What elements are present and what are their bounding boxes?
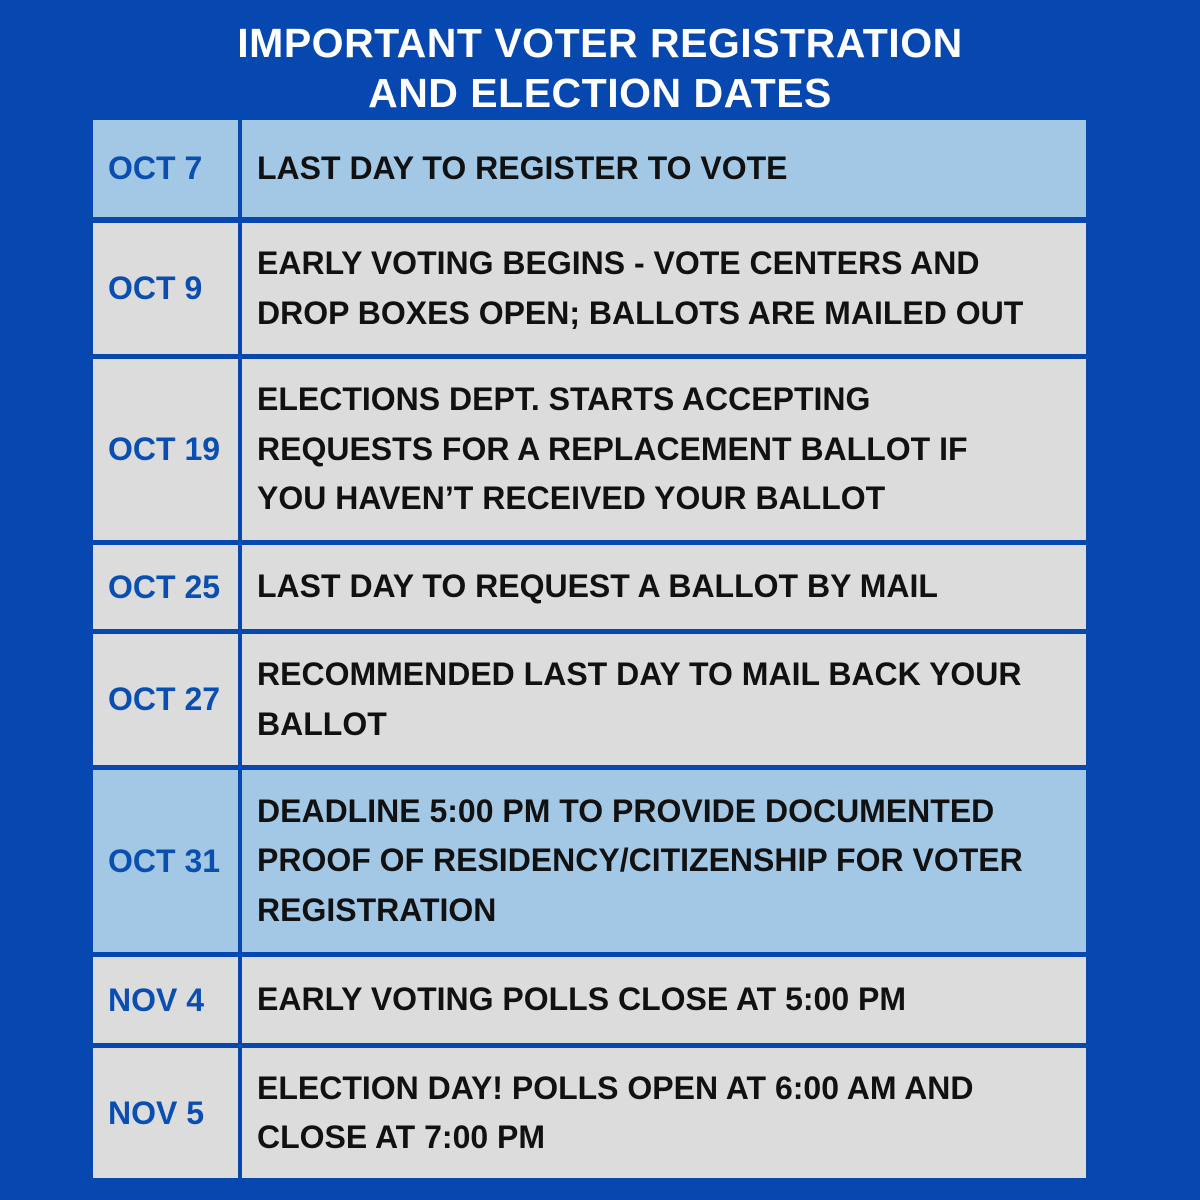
row-description: EARLY VOTING POLLS CLOSE AT 5:00 PM	[242, 957, 1086, 1043]
row-description: LAST DAY TO REGISTER TO VOTE	[242, 120, 1086, 217]
row-date: OCT 9	[93, 223, 238, 354]
row-description: DEADLINE 5:00 PM TO PROVIDE DOCUMENTED PROOF OF RESIDENCY/CITIZENSHIP FOR VOTER REGISTRATION	[242, 770, 1086, 952]
row-date: OCT 31	[93, 770, 238, 952]
table-row	[93, 545, 1086, 629]
row-description: RECOMMENDED LAST DAY TO MAIL BACK YOUR BALLOT	[242, 634, 1086, 765]
table-row	[93, 223, 1086, 354]
table-row	[93, 359, 1086, 540]
title-line-1: IMPORTANT VOTER REGISTRATION	[237, 20, 963, 66]
page-title	[0, 18, 1200, 118]
table-row	[93, 120, 1086, 217]
row-date: NOV 5	[93, 1048, 238, 1178]
table-row	[93, 634, 1086, 765]
row-date: OCT 25	[93, 545, 238, 629]
row-description: ELECTIONS DEPT. STARTS ACCEPTING REQUESTS FOR A REPLACEMENT BALLOT IF YOU HAVEN’T RECEIVED YOUR BALLOT	[242, 359, 1086, 540]
row-date: OCT 19	[93, 359, 238, 540]
table-row	[93, 1048, 1086, 1178]
row-description: EARLY VOTING BEGINS - VOTE CENTERS AND DROP BOXES OPEN; BALLOTS ARE MAILED OUT	[242, 223, 1086, 354]
row-description: LAST DAY TO REQUEST A BALLOT BY MAIL	[242, 545, 1086, 629]
table-row	[93, 770, 1086, 952]
row-description: ELECTION DAY! POLLS OPEN AT 6:00 AM AND CLOSE AT 7:00 PM	[242, 1048, 1086, 1178]
table-row	[93, 957, 1086, 1043]
row-date: NOV 4	[93, 957, 238, 1043]
row-date: OCT 27	[93, 634, 238, 765]
title-line-2: AND ELECTION DATES	[368, 70, 832, 116]
row-date: OCT 7	[93, 120, 238, 217]
